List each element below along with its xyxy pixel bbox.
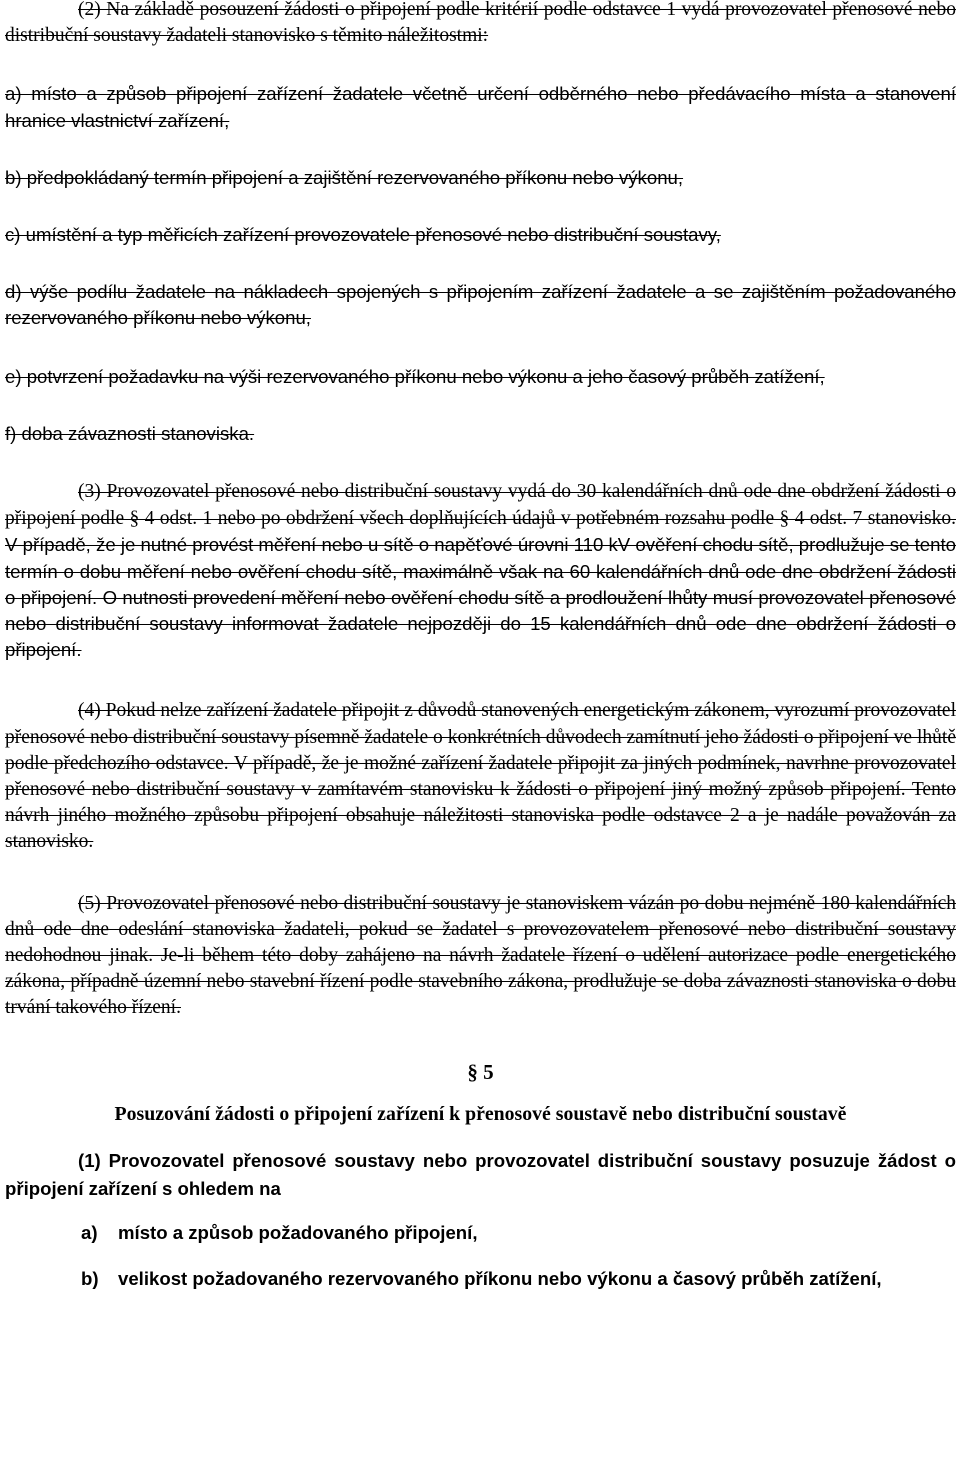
section-number: § 5 xyxy=(467,1059,494,1084)
section-5-para-1: (1) Provozovatel přenosové soustavy nebo provozovatel distribuční soustavy posuzuje žádost o připojení zařízení s ohledem na xyxy=(5,1149,956,1199)
para-2-item-d: d) výše podílu žadatele na nákladech spojených s připojením zařízení žadatele a se zajištěním požadovaného rezervovaného příkonu nebo výkonu, xyxy=(5,281,956,329)
section-title: Posuzování žádosti o připojení zařízení k přenosové soustavě nebo distribuční soustavě xyxy=(114,1102,847,1125)
para-3-part-1: (3) Provozovatel přenosové nebo distribuční soustavy vydá do 30 kalendářních dnů ode dne obdržení žádosti o připojení podle § 4 odst. 1 nebo po obdržení všech doplňujících údajů v potřebném rozsahu podle § 4 odst. 7 stanovisko. xyxy=(5,481,956,530)
para-2-item-e: e) potvrzení požadavku na výši rezervovaného příkonu nebo výkonu a jeho časový průběh zatížení, xyxy=(5,365,825,387)
para-2-intro: (2) Na základě posouzení žádosti o připojení podle kritérií podle odstavce 1 vydá provozovatel přenosové nebo distribuční soustavy žadateli stanovisko s těmito náležitostmi: xyxy=(5,0,956,47)
para-2-item-a: a) místo a způsob připojení zařízení žadatele včetně určení odběrného nebo předávacího místa a stanovení hranice vlastnictví zařízení, xyxy=(5,83,956,131)
item-label: a) xyxy=(81,1221,98,1243)
para-2-item-b: b) předpokládaný termín připojení a zajištění rezervovaného příkonu nebo výkonu, xyxy=(5,166,684,188)
item-text: velikost požadovaného rezervovaného příkonu nebo výkonu a časový průběh zatížení, xyxy=(118,1267,882,1289)
section-5-item-a xyxy=(5,1219,956,1247)
para-2-item-c: c) umístění a typ měřicích zařízení provozovatele přenosové nebo distribuční soustavy, xyxy=(5,224,721,246)
para-3 xyxy=(5,478,956,663)
para-2-item-f: f) doba závaznosti stanoviska. xyxy=(5,422,255,444)
para-4: (4) Pokud nelze zařízení žadatele připojit z důvodů stanovených energetickým zákonem, vyrozumí provozovatel přenosové nebo distribuční soustavy písemně žadatele o konkrétních důvodech zamítnutí jeho žádosti o připojení ve lhůtě podle předchozího odstavce. V případě, že je možné zařízení žadatele připojit za jiných podmínek, navrhne provozovatel přenosové nebo distribuční soustavy v zamítavém stanovisku k žádosti o připojení jiný možný způsob připojení. Tento návrh jiného možného způsobu připojení obsahuje náležitosti stanoviska podle odstavce 2 a je nadále považován za stanovisko. xyxy=(5,700,956,853)
para-5: (5) Provozovatel přenosové nebo distribuční soustavy je stanoviskem vázán po dobu nejméně 180 kalendářních dnů ode dne odeslání stanoviska žadateli, pokud se žadatel s provozovatelem přenosové nebo distribuční soustavy nedohodnou jinak. Je-li během této doby zahájeno na návrh žadatele řízení o udělení autorizace podle energetického zákona, případně územní nebo stavební řízení podle stavebního zákona, prodlužuje se doba závaznosti stanoviska o dobu trvání takového řízení. xyxy=(5,892,956,1019)
para-3-part-2: V případě, že je nutné provést měření nebo u sítě o napěťové úrovni 110 kV ověření chodu sítě, prodlužuje se tento termín o dobu měření nebo ověření chodu sítě, maximálně však na 60 kalendářních dnů ode dne obdržení žádosti o připojení. O nutnosti provedení měření nebo ověření chodu sítě a prodloužení lhůty musí provozovatel přenosové nebo distribuční soustavy informovat žadatele nejpozději do 15 kalendářních dnů ode dne obdržení žádosti o připojení. xyxy=(5,534,956,661)
section-5-item-b xyxy=(5,1265,956,1293)
item-text: místo a způsob požadovaného připojení, xyxy=(118,1221,478,1243)
item-label: b) xyxy=(81,1267,99,1289)
